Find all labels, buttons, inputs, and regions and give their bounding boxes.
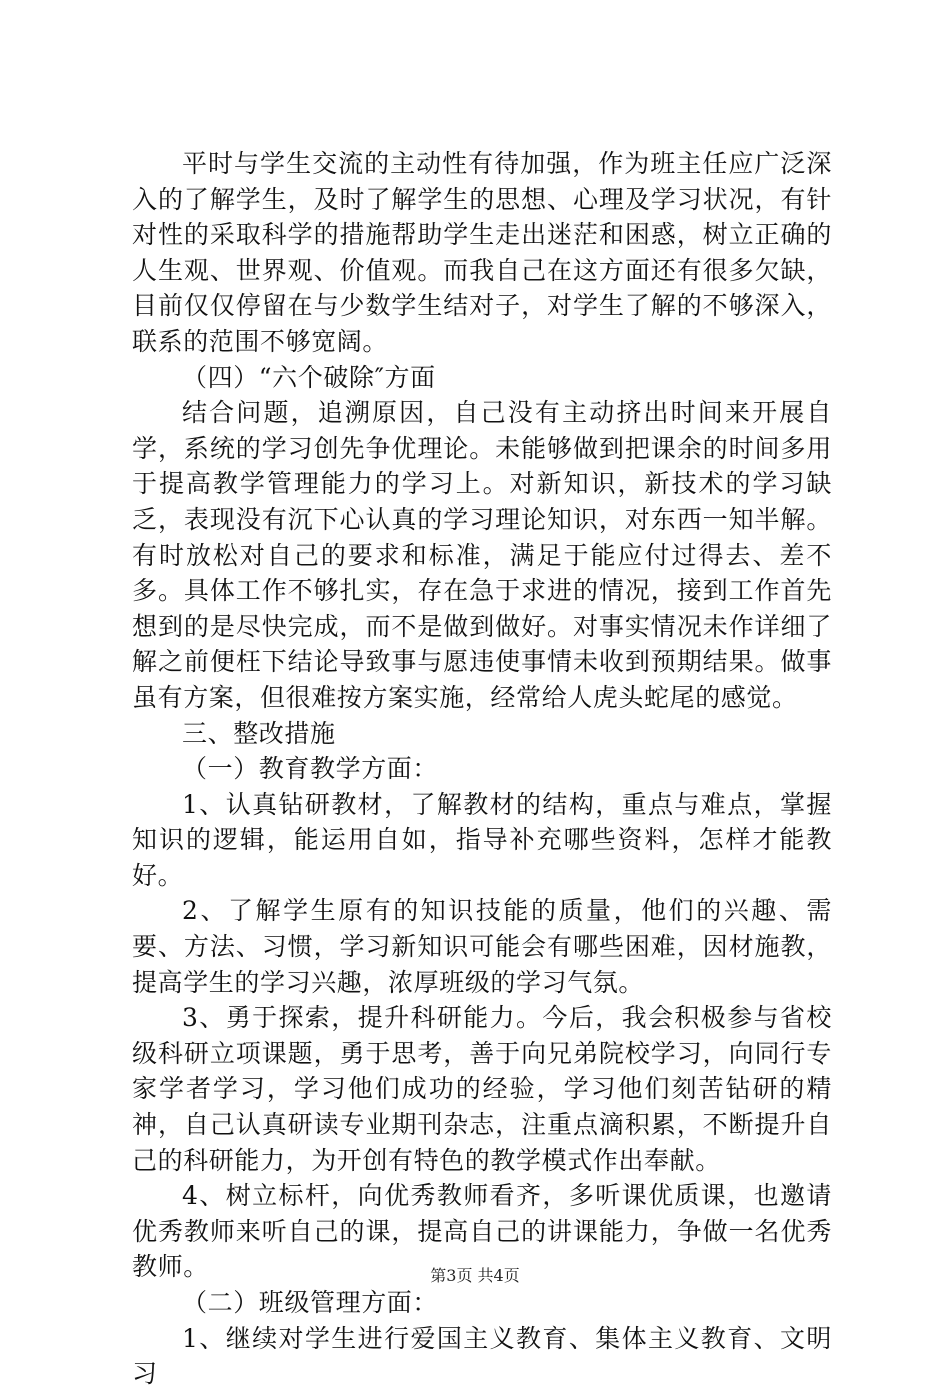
paragraph-root-causes: 结合问题，追溯原因，自己没有主动挤出时间来开展自学，系统的学习创先争优理论。未能够做到把课余的时间多用于提高教学管理能力的学习上。对新知识，新技术的学习缺乏，表现没有沉下心认真的学习理论知识，对东西一知半解。有时放松对自己的要求和标准，满足于能应付过得去、差不多。具体工作不够扎实，存在急于求进的情况，接到工作首先想到的是尽快完成，而不是做到做好。对事实情况未作详细了解之前便枉下结论导致事与愿违使事情未收到预期结果。做事虽有方案，但很难按方案实施，经常给人虎头蛇尾的感觉。: [132, 398, 832, 712]
page-number: 第3页 共4页: [430, 1266, 520, 1285]
page-footer: [0, 1266, 950, 1286]
list-item-teaching-3: 3、勇于探索，提升科研能力。今后，我会积极参与省校级科研立项课题，勇于思考，善于向兄弟院校学习，向同行专家学者学习，学习他们成功的经验，学习他们刻苦钻研的精神，自己认真研读专业期刊杂志，注重点滴积累，不断提升自己的科研能力，为开创有特色的教学模式作出奉献。: [132, 1003, 832, 1175]
list-item-teaching-2: 2、了解学生原有的知识技能的质量，他们的兴趣、需要、方法、习惯，学习新知识可能会有哪些困难，因材施教，提高学生的学习兴趣，浓厚班级的学习气氛。: [132, 896, 832, 997]
paragraph-student-communication: 平时与学生交流的主动性有待加强，作为班主任应广泛深入的了解学生，及时了解学生的思想、心理及学习状况，有针对性的采取科学的措施帮助学生走出迷茫和困惑，树立正确的人生观、世界观、价值观。而我自己在这方面还有很多欠缺，目前仅仅停留在与少数学生结对子，对学生了解的不够深入，联系的范围不够宽阔。: [132, 149, 832, 356]
document-body: [132, 146, 832, 1392]
list-item-teaching-4: 4、树立标杆，向优秀教师看齐，多听课优质课，也邀请优秀教师来听自己的课，提高自己的讲课能力，争做一名优秀教师。: [132, 1181, 832, 1282]
heading-teaching: （一）教育教学方面：: [182, 754, 439, 784]
heading-rectification-measures: 三、整改措施: [182, 718, 336, 748]
heading-class-management: （二）班级管理方面：: [182, 1288, 439, 1317]
list-item-teaching-1: 1、认真钻研教材，了解教材的结构，重点与难点，掌握知识的逻辑，能运用自如，指导补充哪些资料，怎样才能教好。: [132, 789, 832, 890]
heading-six-eliminations: （四）“六个破除″方面: [182, 362, 436, 392]
list-item-class-management-1: 1、继续对学生进行爱国主义教育、集体主义教育、文明习: [132, 1323, 832, 1389]
